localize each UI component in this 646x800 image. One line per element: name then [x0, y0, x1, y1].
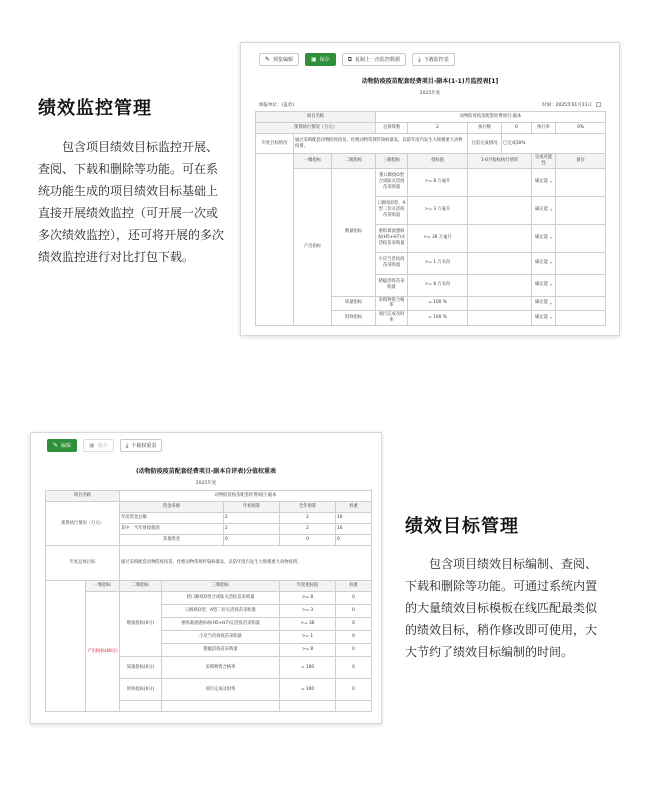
weight-cell[interactable]: 0: [336, 679, 372, 701]
project-name-value: 动物防疫疫苗配套经费项目-副本: [120, 491, 372, 502]
budget-row-name: 其中：当年财政拨款: [120, 524, 224, 535]
l3-cell: 小反刍兽疫疫苗采购量: [376, 252, 408, 274]
year-target-cell: >= 8: [280, 644, 336, 657]
target-cell: >= 8 万头份: [408, 274, 468, 296]
copy-icon: ⧉: [347, 55, 353, 63]
year-target-cell: >= 36: [280, 618, 336, 631]
col-full-year: 全年预算: [280, 502, 336, 513]
weight-doc-title: (动物防疫疫苗配套经费项目-副本自评表)分值权重表: [136, 468, 276, 475]
possible-select[interactable]: 确定能 ▾: [532, 296, 556, 311]
target-cell: >= 3 万毫升: [408, 196, 468, 224]
section1-title: 绩效监控管理: [38, 98, 152, 119]
col-year-target: 年度指标值: [280, 581, 336, 592]
weight-cell[interactable]: 0: [336, 644, 372, 657]
exec-rate-value: 0%: [556, 123, 606, 134]
budget-exec-label: 预算执行情况（万元）: [46, 502, 120, 546]
annual-goal-text[interactable]: 通过采购配套动物防疫疫苗，杜绝动物常规传染病暴发，以防年度内发生大规模重大动物疫情。: [294, 134, 468, 154]
budget-row-name: 年度资金总额: [120, 513, 224, 524]
section1-desc: 包含项目绩效目标监控开展、查阅、下载和删除等功能。可在系统功能生成的项目绩效目标基础上直接开展绩效监控（可开展一次或多次绩效监控），还可将开展的多次绩效监控进行对比打包下载。: [38, 140, 225, 264]
current-progress-value[interactable]: 已完成30%: [502, 134, 606, 154]
col-l2: 二级指标: [120, 581, 162, 592]
l3-cell: 猪口蹄疫O型合成肽灭活疫苗采购量: [162, 592, 280, 605]
print-checkbox[interactable]: [596, 102, 601, 107]
l3-cell: 采购物资合格率: [162, 657, 280, 679]
done-input[interactable]: [468, 252, 532, 274]
budget-row-full: 2: [280, 524, 336, 535]
monitoring-meta-row: [259, 102, 601, 108]
col-remark: 备注: [556, 154, 606, 169]
col-target: 指标值: [408, 154, 468, 169]
annual-goal-label: 年度总体目标: [46, 546, 120, 581]
target-cell: = 100 %: [408, 311, 468, 326]
weight-toolbar: [47, 439, 162, 452]
l2-timeliness-cell: 时效指标: [332, 311, 376, 326]
possible-select[interactable]: 确定能 ▾: [532, 196, 556, 224]
project-name-value: 动物防疫疫苗配套经费项目-副本: [376, 112, 606, 123]
l3-cell: 项目完成及时率: [376, 311, 408, 326]
save-icon: ▣: [311, 55, 317, 63]
col-possible: 完成可能性: [532, 154, 556, 169]
indicator-spacer: [256, 154, 294, 326]
cut-off-row: [336, 701, 372, 712]
l2-quality-cell: 质量指标(0分): [120, 657, 162, 679]
chevron-down-icon: ▾: [550, 235, 553, 241]
year-target-cell: >= 1: [280, 631, 336, 644]
l2-quality-cell: 质量指标: [332, 296, 376, 311]
executed-label: 执行数: [468, 123, 502, 134]
l3-cell: 采购物资合格率: [376, 296, 408, 311]
cut-off-row: [280, 701, 336, 712]
l3-cell: 重组禽流感病毒(H5+H7)灭活疫苗采购量: [376, 224, 408, 252]
budget-row-full: 2: [280, 513, 336, 524]
budget-exec-label: 预算执行情况（万元）: [256, 123, 376, 134]
col-l1: 一级指标: [86, 581, 120, 592]
cut-off-row: [162, 701, 280, 712]
annual-goal-text: 通过采购配套动物防疫疫苗，杜绝动物常规传染病暴发，以防年度内发生大规模重大动物疫情。: [120, 546, 372, 581]
monitoring-table: [255, 111, 605, 326]
monitoring-table-screenshot: [240, 42, 620, 336]
download-monitoring-button[interactable]: ⤓ 下载监控表: [412, 53, 455, 66]
total-budget-label: 总预算数: [376, 123, 408, 134]
exec-rate-label: 执行率: [532, 123, 556, 134]
download-icon: ⤓: [125, 441, 129, 449]
weight-table-screenshot: [30, 432, 382, 724]
done-input[interactable]: [468, 196, 532, 224]
year-target-cell: = 100: [280, 679, 336, 701]
target-cell: = 100 %: [408, 296, 468, 311]
col-l3: 三级指标: [376, 154, 408, 169]
time-label: 时间：2025年01月11日: [542, 103, 592, 108]
budget-row-start: 2: [224, 524, 280, 535]
l3-cell: 小反刍兽疫疫苗采购量: [162, 631, 280, 644]
weight-cell[interactable]: 0: [336, 631, 372, 644]
possible-select[interactable]: 确定能 ▾: [532, 224, 556, 252]
year-target-cell: >= 8: [280, 592, 336, 605]
l1-output-cell: 产出指标(40分): [86, 592, 120, 712]
done-input[interactable]: [468, 224, 532, 252]
project-name-label: 项目名称: [46, 491, 120, 502]
chevron-down-icon: ▾: [550, 282, 553, 288]
col-source: 资金来源: [120, 502, 224, 513]
weight-cell[interactable]: 0: [336, 657, 372, 679]
save-button[interactable]: ▣ 保存: [305, 53, 336, 66]
remark-input[interactable]: [556, 196, 606, 224]
preview-edit-button[interactable]: ✎ 预览编辑: [259, 53, 299, 66]
l1-output-cell: 产出指标: [294, 168, 332, 325]
possible-select[interactable]: 确定能 ▾: [532, 311, 556, 326]
l3-cell: 猪口蹄疫O型合成肽灭活疫苗采购量: [376, 168, 408, 196]
weight-cell[interactable]: 0: [336, 592, 372, 605]
target-cell: >= 36 万毫升: [408, 224, 468, 252]
budget-row-start: 0: [224, 535, 280, 546]
save-button[interactable]: ▣ 保存: [83, 439, 114, 452]
l3-cell: 项目完成及时率: [162, 679, 280, 701]
monitoring-doc-year: 2025年度: [419, 91, 441, 96]
edit-button[interactable]: ✎ 编辑: [47, 439, 77, 452]
col-weight: 权重: [336, 581, 372, 592]
total-budget-value: 2: [408, 123, 468, 134]
col-done: 1-0月指标执行情况: [468, 154, 532, 169]
done-input[interactable]: [468, 168, 532, 196]
l3-cell: 猪瘟活疫苗采购量: [376, 274, 408, 296]
possible-select[interactable]: 确定能 ▾: [532, 168, 556, 196]
l3-cell: 口蹄疫O型、A型二价灭活疫苗采购量: [162, 605, 280, 618]
monitoring-toolbar: [259, 53, 455, 66]
current-progress-label: 目前完成情况: [468, 134, 502, 154]
remark-input[interactable]: [556, 168, 606, 196]
annual-goal-label: 年度目标情况: [256, 134, 294, 154]
done-input[interactable]: [468, 296, 532, 311]
chevron-down-icon: ▾: [550, 207, 553, 213]
section2-desc: 包含项目绩效目标编制、查阅、下载和删除等功能。可通过系统内置的大量绩效目标模板在线匹配最类似的绩效目标，稍作修改即可使用，大大节约了绩效目标编制的时间。: [405, 557, 598, 659]
year-target-cell: = 100: [280, 657, 336, 679]
col-l1: 一级指标: [294, 154, 332, 169]
l2-quantity-cell: 数量指标(0分): [120, 592, 162, 657]
remark-input[interactable]: [556, 296, 606, 311]
col-l3: 三级指标: [162, 581, 280, 592]
weight-table: [45, 490, 371, 712]
possible-select[interactable]: 确定能 ▾: [532, 252, 556, 274]
done-input[interactable]: [468, 311, 532, 326]
possible-select[interactable]: 确定能 ▾: [532, 274, 556, 296]
col-weight: 权重: [336, 502, 372, 513]
l3-cell: 重组禽流感病毒(H5+H7)灭活疫苗采购量: [162, 618, 280, 631]
budget-row-weight[interactable]: 10: [336, 513, 372, 524]
l2-timeliness-cell: 时效指标(0分): [120, 679, 162, 701]
target-cell: >= 8 万毫升: [408, 168, 468, 196]
l2-quantity-cell: 数量指标: [332, 168, 376, 296]
chevron-down-icon: ▾: [550, 315, 553, 321]
download-weight-button[interactable]: ⤓ 下载权重表: [120, 439, 163, 452]
section2-title: 绩效目标管理: [405, 516, 519, 537]
remark-input[interactable]: [556, 224, 606, 252]
save-icon: ▣: [89, 441, 95, 449]
budget-row-weight[interactable]: 10: [336, 524, 372, 535]
indicator-spacer: [46, 581, 86, 712]
remark-input[interactable]: [556, 274, 606, 296]
unit-label: 填报单位：(盖章): [259, 103, 295, 108]
executed-value: 0: [502, 123, 532, 134]
edit-icon: ✎: [265, 55, 271, 63]
chevron-down-icon: ▾: [550, 300, 553, 306]
download-icon: ⤓: [418, 55, 421, 63]
budget-row-start: 2: [224, 513, 280, 524]
col-l2: 二级指标: [332, 154, 376, 169]
target-cell: >= 1 万头份: [408, 252, 468, 274]
col-year-start: 年初预算: [224, 502, 280, 513]
chevron-down-icon: ▾: [550, 179, 553, 185]
year-target-cell: >= 3: [280, 605, 336, 618]
l3-cell: 口蹄疫O型、A型二价灭活疫苗采购量: [376, 196, 408, 224]
budget-row-name: 其他资金: [120, 535, 224, 546]
remark-input[interactable]: [556, 252, 606, 274]
copy-last-monitoring-button[interactable]: ⧉ 复制上一次监控数据: [342, 53, 406, 66]
chevron-down-icon: ▾: [550, 260, 553, 266]
weight-cell[interactable]: 0: [336, 605, 372, 618]
cut-off-row: [120, 701, 162, 712]
weight-doc-year: 2025年度: [195, 481, 217, 486]
budget-row-weight[interactable]: 0: [336, 535, 372, 546]
remark-input[interactable]: [556, 311, 606, 326]
l3-cell: 猪瘟活疫苗采购量: [162, 644, 280, 657]
weight-cell[interactable]: 0: [336, 618, 372, 631]
done-input[interactable]: [468, 274, 532, 296]
budget-row-full: 0: [280, 535, 336, 546]
edit-icon: ✎: [53, 441, 59, 449]
monitoring-doc-title: 动物防疫疫苗配套经费项目-副本(1-1)月监控表[1]: [361, 78, 499, 85]
project-name-label: 项目名称: [256, 112, 376, 123]
